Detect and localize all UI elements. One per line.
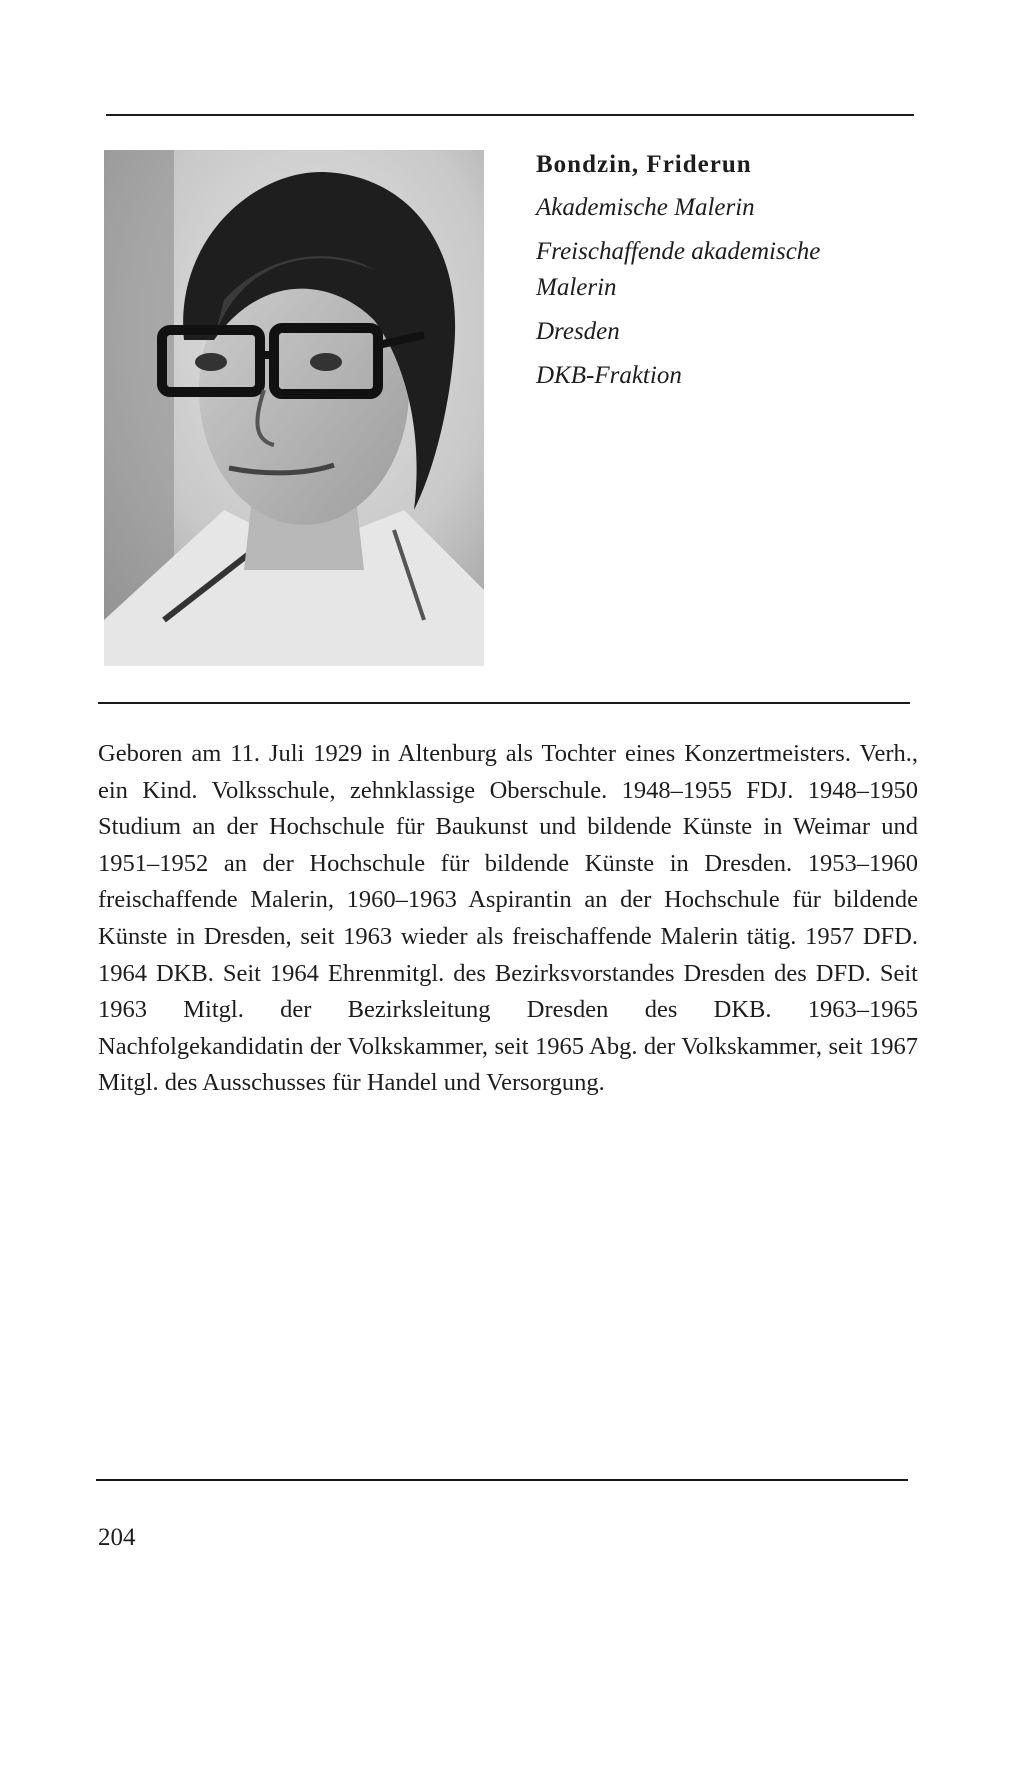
person-title: Akademische Malerin [536, 194, 755, 221]
person-city: Dresden [536, 318, 620, 345]
top-rule [106, 114, 914, 116]
middle-rule [98, 702, 910, 704]
person-occupation-line1: Freischaffende akademische [536, 238, 821, 265]
person-name: Bondzin, Friderun [536, 151, 752, 178]
biography-text: Geboren am 11. Juli 1929 in Altenburg als Tochter eines Konzertmeisters. Verh., ein Kind. Volksschule, zehnklassige Oberschule. 1948–1955 FDJ. 1948–1950 Studium an der Hochschule für Baukunst und bildende Künste in Weimar und 1951–1952 an der Hochschule für bildende Künste in Dresden. 1953–1960 freischaffende Malerin, 1960–1963 Aspirantin an der Hochschule für bildende Künste in Dresden, seit 1963 wieder als freischaffende Malerin tätig. 1957 DFD. 1964 DKB. Seit 1964 Ehrenmitgl. des Bezirksvorstandes Dresden des DFD. Seit 1963 Mitgl. der Bezirksleitung Dresden des DKB. 1963–1965 Nachfolgekandidatin der Volkskammer, seit 1965 Abg. der Volkskammer, seit 1967 Mitgl. des Ausschusses für Handel und Versorgung. [98, 740, 918, 1097]
page-number: 204 [98, 1524, 136, 1551]
person-occupation-line2: Malerin [536, 274, 617, 301]
entry-header [536, 148, 916, 394]
person-faction: DKB-Fraktion [536, 362, 682, 389]
bottom-rule [96, 1479, 908, 1481]
portrait-photo [104, 150, 484, 666]
